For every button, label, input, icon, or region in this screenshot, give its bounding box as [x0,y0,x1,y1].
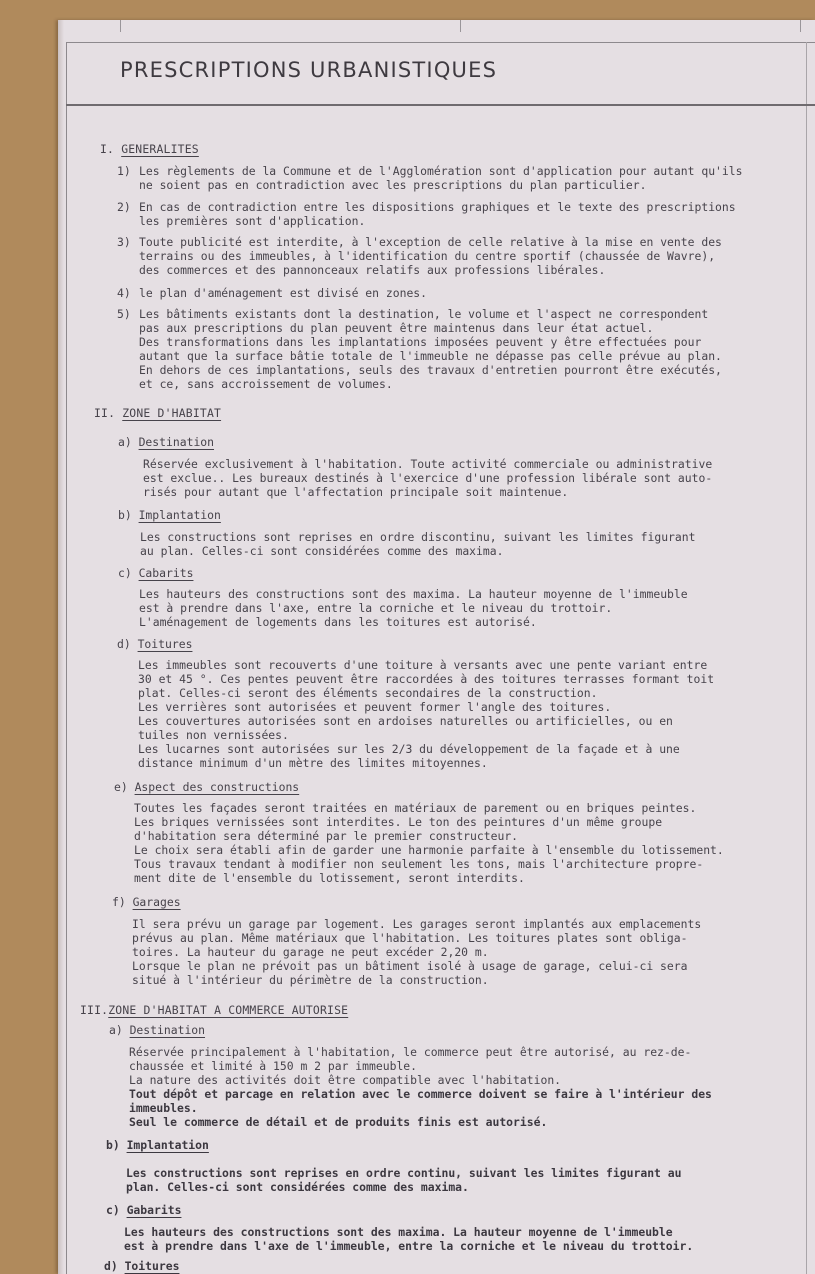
section-1-item-5-line: Des transformations dans les implantations imposées peuvent y être effectuées pour [139,335,702,349]
paragraph-line: Réservée principalement à l'habitation, le commerce peut être autorisé, au rez-de- [129,1045,692,1059]
subsection-letter: d) [104,1259,118,1273]
paragraph-line: distance minimum d'un mètre des limites mitoyennes. [138,756,488,770]
paragraph-line: immeubles. [129,1101,198,1115]
subsection-heading [112,895,181,909]
subsection-title: Implantation [126,1138,209,1152]
section-1-item-5-line: Les bâtiments existants dont la destination, le volume et l'aspect ne correspondent [139,307,709,321]
paragraph-line: 30 et 45 °. Ces pentes peuvent être raccordées à des toitures terrasses formant toit [138,672,715,686]
subsection-letter: b) [118,508,132,522]
section-1-item-3-line: Toute publicité est interdite, à l'exception de celle relative à la mise en vente des [139,235,722,249]
paragraph-line: Les briques vernissées sont interdites. Le ton des peintures d'un même groupe [134,815,663,829]
subsection-letter: a) [109,1023,123,1037]
section-1-item-1-line: ne soient pas en contradiction avec les prescriptions du plan particulier. [139,178,647,192]
paragraph-line: Réservée exclusivement à l'habitation. Toute activité commerciale ou administrative [143,457,713,471]
paragraph-line: Tous travaux tendant à modifier non seulement les tons, mais l'architecture propre- [134,857,704,871]
section-1-heading [100,142,199,156]
section-1-item-5-line: En dehors de ces implantations, seuls des travaux d'entretien pourront être exécutés, [139,363,722,377]
subsection-letter: d) [117,637,131,651]
paragraph-line: Lorsque le plan ne prévoit pas un bâtiment isolé à usage de garage, celui-ci sera [132,959,688,973]
section-1-item-3-line: terrains ou des immeubles, à l'identification du centre sportif (chaussée de Wavre), [139,249,716,263]
paragraph-line: est à prendre dans l'axe de l'immeuble, entre la corniche et le niveau du trottoir. [124,1239,694,1253]
subsection-heading [117,637,192,651]
paragraph-line: est à prendre dans l'axe, entre la corniche et le niveau du trottoir. [139,601,613,615]
paragraph-line: d'habitation sera déterminé par le premier constructeur. [134,829,519,843]
subsection-title: Toitures [124,1259,180,1273]
subsection-title: Cabarits [138,566,194,580]
section-1-item-2-number: 2) [117,200,131,214]
subsection-heading [106,1138,209,1152]
subsection-heading [118,508,221,522]
paragraph-line: ment dite de l'ensemble du lotissement, seront interdits. [134,871,525,885]
subsection-heading [114,780,299,794]
subsection-title: Destination [138,435,215,449]
paragraph-line: Les hauteurs des constructions sont des maxima. La hauteur moyenne de l'immeuble [139,587,688,601]
subsection-title: Gabarits [126,1203,182,1217]
subsection-heading [118,435,214,449]
subsection-letter: c) [118,566,132,580]
subsection-heading [104,1259,179,1273]
paragraph-line: risés pour autant que l'affectation principale soit maintenue. [143,485,569,499]
paragraph-line: Tout dépôt et parcage en relation avec le commerce doivent se faire à l'intérieur des [129,1087,712,1101]
paragraph-line: situé à l'intérieur du périmètre de la construction. [132,973,489,987]
paragraph-line: Seul le commerce de détail et de produits finis est autorisé. [129,1115,548,1129]
section-1-item-5-line: pas aux prescriptions du plan peuvent être maintenus dans leur état actuel. [139,321,654,335]
paragraph-line: Les couvertures autorisées sont en ardoises naturelles ou artificielles, ou en [138,714,673,728]
section-3-title: ZONE D'HABITAT A COMMERCE AUTORISE [108,1003,349,1017]
paragraph-line: prévus au plan. Même matériaux que l'habitation. Les toitures plates sont obliga- [132,931,688,945]
paragraph-line: Les immeubles sont recouverts d'une toiture à versants avec une pente variant entre [138,658,708,672]
section-1-item-1-number: 1) [117,164,131,178]
paragraph-line: est exclue.. Les bureaux destinés à l'exercice d'une profession libérale sont auto- [143,471,713,485]
page-title: PRESCRIPTIONS URBANISTIQUES [120,58,498,82]
subsection-heading [109,1023,205,1037]
subsection-letter: f) [112,895,126,909]
paragraph-line: au plan. Celles-ci sont considérées comme des maxima. [140,544,504,558]
section-1-item-3-number: 3) [117,235,131,249]
paragraph-line: chaussée et limité à 150 m 2 par immeuble. [129,1059,418,1073]
paragraph-line: Les verrières sont autorisées et peuvent former l'angle des toitures. [138,700,612,714]
paragraph-line: L'aménagement de logements dans les toitures est autorisé. [139,615,537,629]
paragraph-line: Toutes les façades seront traitées en matériaux de parement ou en briques peintes. [134,801,697,815]
section-3-heading [80,1003,348,1017]
paragraph-line: Les constructions sont reprises en ordre discontinu, suivant les limites figurant [140,530,696,544]
paragraph-line: plat. Celles-ci seront des éléments secondaires de la construction. [138,686,598,700]
section-1-item-4-number: 4) [117,286,131,300]
section-1-item-2-line: les premières sont d'application. [139,214,366,228]
subsection-heading [118,566,193,580]
subsection-title: Implantation [138,508,221,522]
section-1-item-5-line: et ce, sans accroissement de volumes. [139,377,393,391]
subsection-letter: c) [106,1203,120,1217]
paragraph-line: Le choix sera établi afin de garder une harmonie parfaite à l'ensemble du lotissement. [134,843,724,857]
subsection-title: Destination [129,1023,206,1037]
section-1-item-5-number: 5) [117,307,131,321]
subsection-letter: b) [106,1138,120,1152]
section-3-number: III. [80,1003,109,1017]
section-1-item-5-line: autant que la surface bâtie totale de l'immeuble ne dépasse pas celle prévue au plan. [139,349,722,363]
subsection-title: Garages [132,895,181,909]
subsection-title: Toitures [137,637,193,651]
paragraph-line: toires. La hauteur du garage ne peut excéder 2,20 m. [132,945,489,959]
paragraph-line: Les hauteurs des constructions sont des maxima. La hauteur moyenne de l'immeuble [124,1225,673,1239]
paragraph-line: Il sera prévu un garage par logement. Les garages seront implantés aux emplacements [132,917,702,931]
section-2-number: II. [94,406,116,420]
subsection-letter: a) [118,435,132,449]
subsection-heading [106,1203,181,1217]
subsection-letter: e) [114,780,128,794]
paragraph-line: La nature des activités doit être compatible avec l'habitation. [129,1073,562,1087]
section-1-item-4-line: le plan d'aménagement est divisé en zones. [139,286,428,300]
section-1-item-2-line: En cas de contradiction entre les dispositions graphiques et le texte des prescriptions [139,200,736,214]
subsection-title: Aspect des constructions [134,780,300,794]
section-2-title: ZONE D'HABITAT [122,406,222,420]
paragraph-line: Les constructions sont reprises en ordre continu, suivant les limites figurant au [126,1166,682,1180]
section-1-item-3-line: des commerces et des pannonceaux relatifs aux professions libérales. [139,263,606,277]
paragraph-line: tuiles non vernissées. [138,728,289,742]
paragraph-line: plan. Celles-ci sont considérées comme des maxima. [126,1180,469,1194]
paragraph-line: Les lucarnes sont autorisées sur les 2/3 du développement de la façade et à une [138,742,680,756]
section-1-title: GENERALITES [121,142,199,156]
section-1-number: I. [100,142,115,156]
section-2-heading [94,406,221,420]
section-1-item-1-line: Les règlements de la Commune et de l'Agglomération sont d'application pour autant qu'ils [139,164,743,178]
